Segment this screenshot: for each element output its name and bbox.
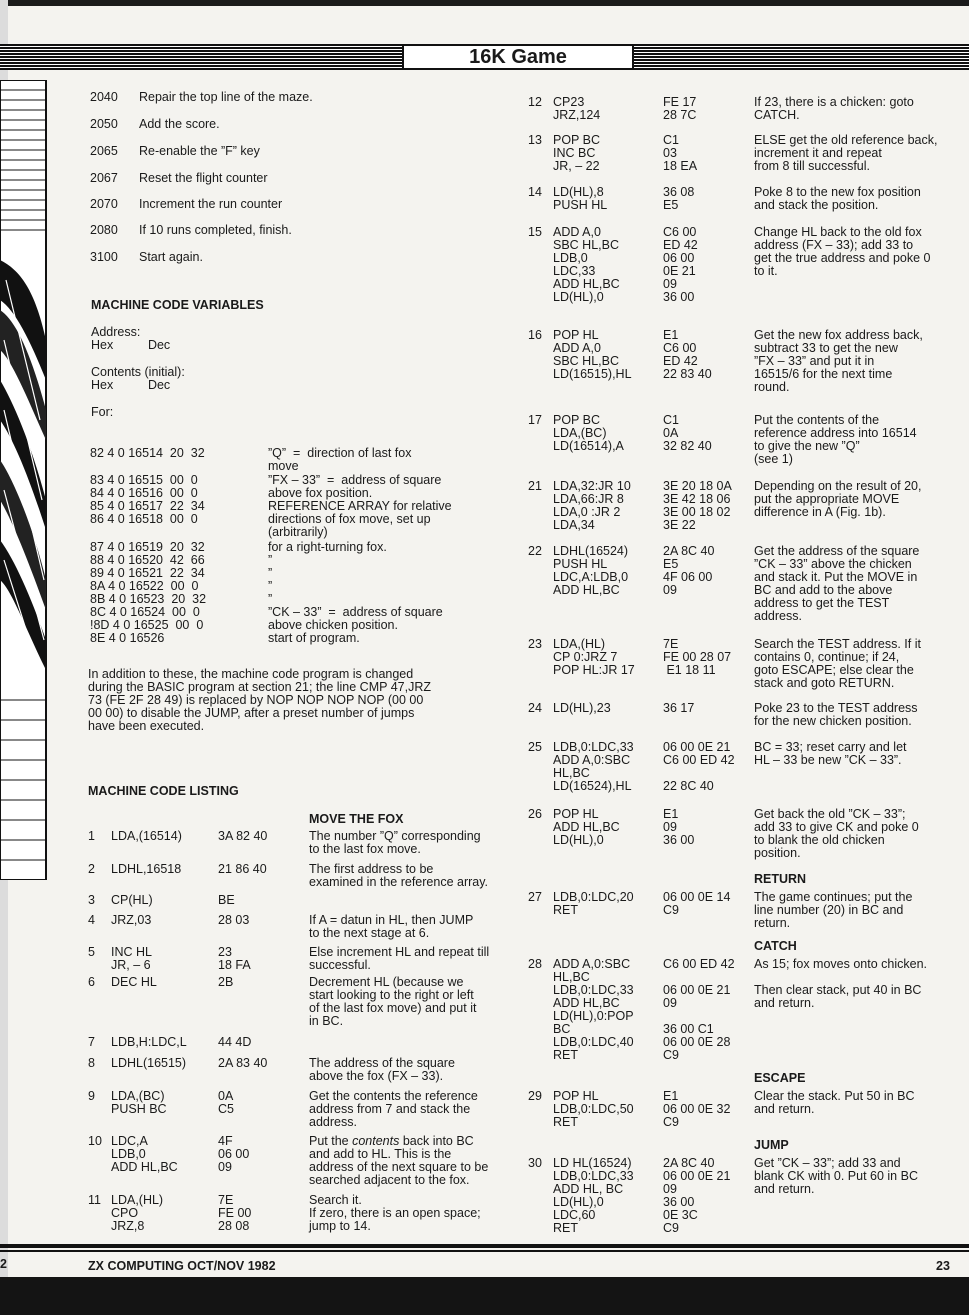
listing-step-number: 26 xyxy=(528,807,542,821)
basic-line-number: 2040 xyxy=(90,90,118,104)
listing-description: Get the contents the reference address from 7 and stack the address. xyxy=(309,1089,478,1129)
listing-opcode: POP HL ADD HL,BC LD(HL),0 xyxy=(553,807,620,847)
listing-opcode: LDA,(16514) xyxy=(111,829,182,843)
listing-opcode: POP BC LDA,(BC) LD(16514),A xyxy=(553,413,624,453)
listing-opcode: LDHL(16515) xyxy=(111,1056,187,1070)
listing-hex: BE xyxy=(218,893,235,907)
listing-step-number: 16 xyxy=(528,328,542,342)
basic-line-number: 2050 xyxy=(90,117,118,131)
listing-hex: 23 18 FA xyxy=(218,945,251,972)
top-edge-bar xyxy=(0,0,969,6)
listing-hex: 2A 8C 40 06 00 0E 21 09 36 00 0E 3C C9 xyxy=(663,1156,731,1235)
basic-line-number: 2067 xyxy=(90,171,118,185)
listing-opcode: LD(HL),23 xyxy=(553,701,611,715)
listing-opcode: LDHL,16518 xyxy=(111,862,182,876)
variables-heading: MACHINE CODE VARIABLES xyxy=(91,298,264,312)
listing-description: As 15; fox moves onto chicken. Then clear stack, put 40 in BC and return. xyxy=(754,957,928,1010)
basic-line-number: 2070 xyxy=(90,197,118,211)
listing-description: Change HL back to the old fox address (FX – 33); add 33 to get the true address and poke 0 to it. xyxy=(754,225,931,278)
basic-line-text: Start again. xyxy=(139,250,203,264)
listing-hex: 2A 8C 40 E5 4F 06 00 09 xyxy=(663,544,715,597)
listing-opcode: ADD A,0:SBC HL,BC LDB,0:LDC,33 ADD HL,BC LD(HL),0:POP BC LDB,0:LDC,40 RET xyxy=(553,957,634,1062)
listing-hex: FE 17 28 7C xyxy=(663,95,697,122)
listing-description: Get back the old ”CK – 33”; add 33 to give CK and poke 0 to blank the old chicken position. xyxy=(754,807,919,860)
address-label: Address: xyxy=(91,325,141,339)
variables-note: In addition to these, the machine code program is changed during the BASIC program at section 21; the line CMP 47,JRZ 73 (FE 2F 28 49) is replaced by NOP NOP NOP NOP (00 00 00 00) to disable the JUMP, after a preset number of jumps have been executed. xyxy=(88,667,431,733)
listing-description: Put the contents back into BC and add to HL. This is the address of the next square to be searched adjacent to the fox. xyxy=(309,1134,489,1187)
listing-description: If A = datun in HL, then JUMP to the next stage at 6. xyxy=(309,913,474,940)
variable-code-row-3: 87 4 0 16519 20 32 88 4 0 16520 42 66 89 4 0 16521 22 34 8A 4 0 16522 00 0 8B 4 0 16523 20 32 8C 4 0 16524 00 0 !8D 4 0 16525 00 0 8E 4 0 16526 xyxy=(90,540,207,645)
listing-step-number: 17 xyxy=(528,413,542,427)
listing-opcode: LDB,0:LDC,20 RET xyxy=(553,890,634,917)
listing-hex: 3A 82 40 xyxy=(218,829,268,843)
listing-opcode: LDA,(HL) CP 0:JRZ 7 POP HL:JR 17 xyxy=(553,637,635,677)
variable-desc-row-2: ”FX – 33” = address of square above fox position. REFERENCE ARRAY for relative directions of fox move, set up (arbitrarily) xyxy=(268,473,452,539)
listing-hex: 0A C5 xyxy=(218,1089,234,1116)
listing-description: Get the address of the square ”CK – 33” above the chicken and stack it. Put the MOVE in BC and add to the above address to get the TEST address. xyxy=(754,544,920,623)
basic-line-number: 2080 xyxy=(90,223,118,237)
variable-code-row-1: 82 4 0 16514 20 32 xyxy=(90,446,205,460)
listing-description: Decrement HL (because we start looking to the right or left of the last fox move) and put it in BC. xyxy=(309,975,477,1028)
variable-desc-row-3: for a right-turning fox. ” ” ” ” ”CK – 33” = address of square above chicken position. start of program. xyxy=(268,540,443,645)
listing-heading: MACHINE CODE LISTING xyxy=(88,784,239,798)
listing-opcode: POP HL LDB,0:LDC,50 RET xyxy=(553,1089,634,1129)
listing-description: Get the new fox address back, subtract 33 to get the new ”FX – 33” and put it in 16515/6 for the next time round. xyxy=(754,328,923,394)
basic-line-text: Increment the run counter xyxy=(139,197,283,211)
listing-description: BC = 33; reset carry and let HL – 33 be new ”CK – 33”. xyxy=(754,740,907,767)
listing-step-number: 22 xyxy=(528,544,542,558)
listing-hex: 06 00 0E 14 C9 xyxy=(663,890,731,917)
listing-section-heading: CATCH xyxy=(754,939,797,953)
listing-hex: 28 03 xyxy=(218,913,250,927)
listing-step-number: 24 xyxy=(528,701,542,715)
listing-opcode: POP BC INC BC JR, – 22 xyxy=(553,133,601,173)
listing-step-number: 6 xyxy=(88,975,95,989)
listing-opcode: LD HL(16524) LDB,0:LDC,33 ADD HL, BC LD(HL),0 LDC,60 RET xyxy=(553,1156,634,1235)
listing-description: The address of the square above the fox (FX – 33). xyxy=(309,1056,455,1083)
listing-description: Search it. If zero, there is an open space; jump to 14. xyxy=(309,1193,481,1233)
listing-description: Get ”CK – 33”; add 33 and blank CK with 0. Put 60 in BC and return. xyxy=(754,1156,918,1196)
listing-step-number: 7 xyxy=(88,1035,95,1049)
listing-hex: 06 00 0E 21 C6 00 ED 42 22 8C 40 xyxy=(663,740,735,793)
listing-hex: 3E 20 18 0A 3E 42 18 06 3E 00 18 02 3E 22 xyxy=(663,479,732,532)
basic-line-text: Reset the flight counter xyxy=(139,171,268,185)
listing-hex: E1 C6 00 ED 42 22 83 40 xyxy=(663,328,712,381)
listing-opcode: LDB,H:LDC,L xyxy=(111,1035,187,1049)
listing-opcode: CP23 JRZ,124 xyxy=(553,95,601,122)
listing-section-heading: RETURN xyxy=(754,872,807,886)
listing-step-number: 21 xyxy=(528,479,542,493)
listing-opcode: LD(HL),8 PUSH HL xyxy=(553,185,608,212)
for-label: For: xyxy=(91,405,114,419)
listing-step-number: 11 xyxy=(88,1193,101,1207)
listing-description: If 23, there is a chicken: goto CATCH. xyxy=(754,95,914,122)
listing-section-heading: MOVE THE FOX xyxy=(309,812,404,826)
page-title: 16K Game xyxy=(402,44,634,70)
basic-line-text: If 10 runs completed, finish. xyxy=(139,223,292,237)
footer-dark-band xyxy=(0,1277,969,1315)
listing-hex: 4F 06 00 09 xyxy=(218,1134,250,1174)
listing-hex: 36 08 E5 xyxy=(663,185,695,212)
listing-hex: 21 86 40 xyxy=(218,862,267,876)
contents-columns: Hex Dec xyxy=(91,378,171,392)
listing-opcode: LDA,(BC) PUSH BC xyxy=(111,1089,167,1116)
listing-opcode: JRZ,03 xyxy=(111,913,152,927)
listing-opcode: LDC,A LDB,0 ADD HL,BC xyxy=(111,1134,178,1174)
listing-hex: C6 00 ED 42 06 00 0E 21 09 36 00 C1 06 00 0E 28 C9 xyxy=(663,957,735,1062)
listing-description: Poke 8 to the new fox position and stack the position. xyxy=(754,185,921,212)
footer-page-number: 23 xyxy=(936,1259,950,1273)
listing-step-number: 4 xyxy=(88,913,95,927)
listing-description: Put the contents of the reference address into 16514 to give the new ”Q” (see 1) xyxy=(754,413,917,466)
listing-opcode: INC HL JR, – 6 xyxy=(111,945,152,972)
listing-opcode: LDB,0:LDC,33 ADD A,0:SBC HL,BC LD(16524),HL xyxy=(553,740,634,793)
listing-opcode: LDA,(HL) CPO JRZ,8 xyxy=(111,1193,164,1233)
listing-step-number: 2 xyxy=(88,862,95,876)
listing-hex: 7E FE 00 28 07 E1 18 11 xyxy=(663,637,732,677)
listing-step-number: 14 xyxy=(528,185,542,199)
listing-description: Depending on the result of 20, put the appropriate MOVE difference in A (Fig. 1b). xyxy=(754,479,922,519)
listing-hex: 2B xyxy=(218,975,234,989)
listing-opcode: CP(HL) xyxy=(111,893,153,907)
listing-opcode: POP HL ADD A,0 SBC HL,BC LD(16515),HL xyxy=(553,328,632,381)
variable-code-row-2: 83 4 0 16515 00 0 84 4 0 16516 00 0 85 4 0 16517 22 34 86 4 0 16518 00 0 xyxy=(90,473,205,526)
listing-description: The number ”Q” corresponding to the last fox move. xyxy=(309,829,481,856)
listing-step-number: 28 xyxy=(528,957,542,971)
footer-magazine: ZX COMPUTING OCT/NOV 1982 xyxy=(88,1259,276,1273)
listing-hex: E1 09 36 00 xyxy=(663,807,695,847)
listing-step-number: 10 xyxy=(88,1134,102,1148)
listing-description: The first address to be examined in the reference array. xyxy=(309,862,489,889)
footer-rule xyxy=(0,1244,969,1248)
listing-description: Clear the stack. Put 50 in BC and return. xyxy=(754,1089,915,1116)
variable-desc-row-1: ”Q” = direction of last fox move xyxy=(268,446,412,473)
listing-hex: 7E FE 00 28 08 xyxy=(218,1193,252,1233)
listing-step-number: 5 xyxy=(88,945,95,959)
listing-hex: E1 06 00 0E 32 C9 xyxy=(663,1089,731,1129)
listing-step-number: 27 xyxy=(528,890,542,904)
listing-step-number: 12 xyxy=(528,95,542,109)
footer-rule-thin xyxy=(0,1250,969,1252)
listing-step-number: 13 xyxy=(528,133,542,147)
listing-step-number: 15 xyxy=(528,225,542,239)
listing-description: Poke 23 to the TEST address for the new chicken position. xyxy=(754,701,918,728)
listing-description: The game continues; put the line number (20) in BC and return. xyxy=(754,890,913,930)
address-columns: Hex Dec xyxy=(91,338,171,352)
basic-line-number: 3100 xyxy=(90,250,118,264)
listing-step-number: 30 xyxy=(528,1156,542,1170)
listing-hex: 36 17 xyxy=(663,701,695,715)
listing-description: ELSE get the old reference back, increment it and repeat from 8 till successful. xyxy=(754,133,938,173)
listing-section-heading: ESCAPE xyxy=(754,1071,806,1085)
listing-opcode: DEC HL xyxy=(111,975,157,989)
listing-hex: C6 00 ED 42 06 00 0E 21 09 36 00 xyxy=(663,225,698,304)
palm-leaf-illustration xyxy=(0,80,48,880)
contents-label: Contents (initial): xyxy=(91,365,185,379)
basic-line-number: 2065 xyxy=(90,144,118,158)
basic-line-text: Repair the top line of the maze. xyxy=(139,90,313,104)
basic-line-text: Add the score. xyxy=(139,117,220,131)
listing-step-number: 25 xyxy=(528,740,542,754)
listing-hex: 44 4D xyxy=(218,1035,252,1049)
listing-step-number: 29 xyxy=(528,1089,542,1103)
listing-hex: C1 03 18 EA xyxy=(663,133,698,173)
listing-description: Search the TEST address. If it contains 0, continue; if 24, goto ESCAPE; else clear the stack and goto RETURN. xyxy=(754,637,921,690)
listing-opcode: LDA,32:JR 10 LDA,66:JR 8 LDA,0 :JR 2 LDA,34 xyxy=(553,479,631,532)
listing-opcode: LDHL(16524) PUSH HL LDC,A:LDB,0 ADD HL,BC xyxy=(553,544,629,597)
listing-step-number: 23 xyxy=(528,637,542,651)
footer-facing-page-number: 2 xyxy=(0,1257,7,1271)
listing-step-number: 9 xyxy=(88,1089,95,1103)
listing-hex: 2A 83 40 xyxy=(218,1056,268,1070)
listing-step-number: 3 xyxy=(88,893,95,907)
listing-step-number: 8 xyxy=(88,1056,95,1070)
listing-hex: C1 0A 32 82 40 xyxy=(663,413,712,453)
basic-line-text: Re-enable the ”F” key xyxy=(139,144,260,158)
listing-section-heading: JUMP xyxy=(754,1138,789,1152)
listing-opcode: ADD A,0 SBC HL,BC LDB,0 LDC,33 ADD HL,BC LD(HL),0 xyxy=(553,225,620,304)
listing-description: Else increment HL and repeat till successful. xyxy=(309,945,490,972)
listing-step-number: 1 xyxy=(88,829,95,843)
